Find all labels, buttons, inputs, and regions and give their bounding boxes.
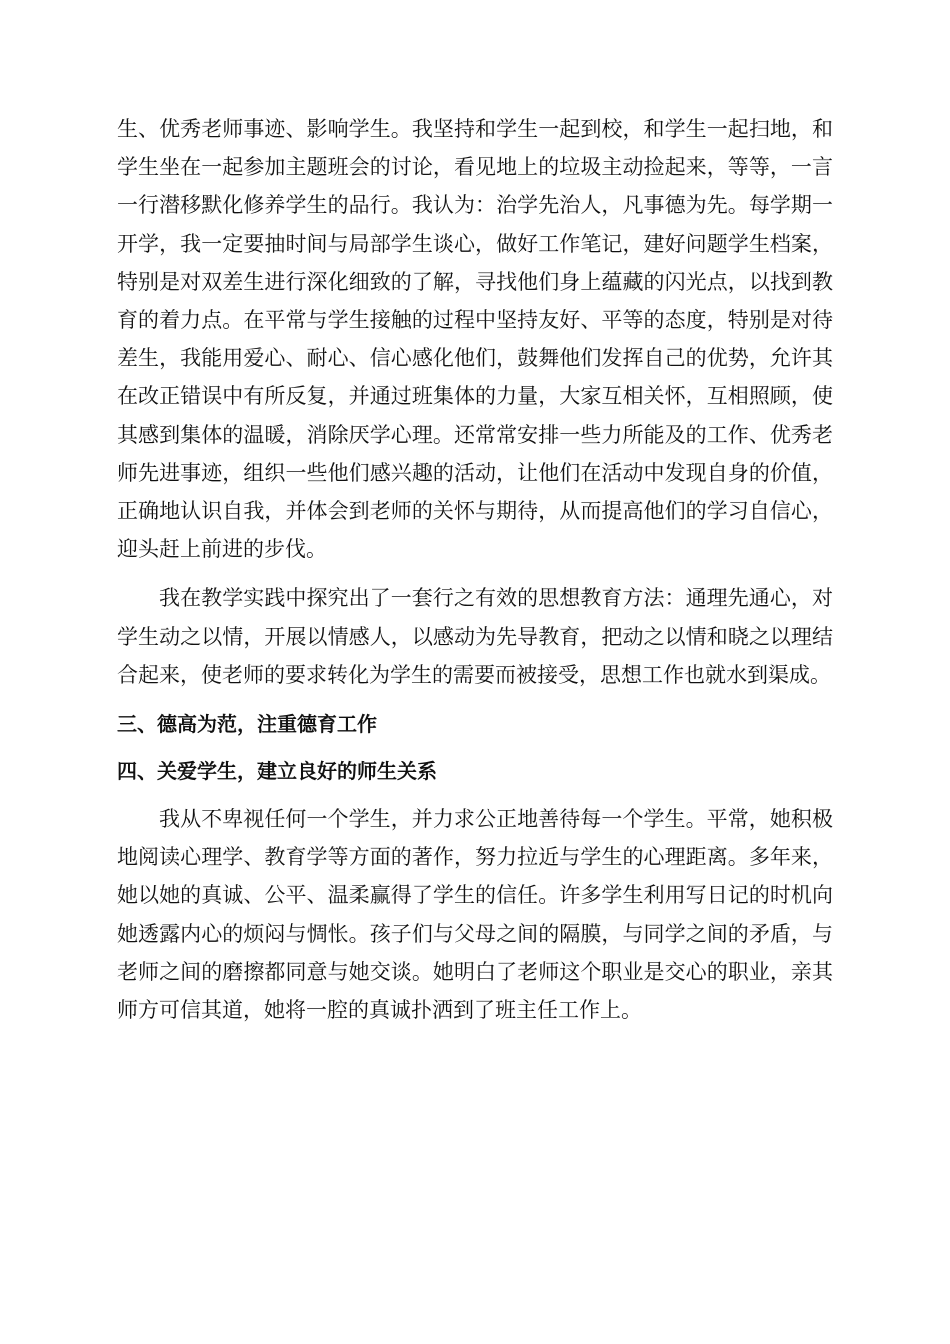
section-heading-3: 三、德高为范，注重德育工作: [117, 712, 377, 737]
paragraph-teacher-student-relationship: 我从不卑视任何一个学生，并力求公正地善待每一个学生。平常，她积极地阅读心理学、教育学等方面的著作，努力拉近与学生的心理距离。多年来，她以她的真诚、公平、温柔赢得了学生的信任。许多学生利用写日记的时机向她透露内心的烦闷与惆怅。孩子们与父母之间的隔膜，与同学之间的矛盾，与老师之间的磨擦都同意与她交谈。她明白了老师这个职业是交心的职业，亲其师方可信其道，她将一腔的真诚扑洒到了班主任工作上。: [117, 807, 833, 1023]
document-body: [117, 110, 833, 1029]
section-heading-4: 四、关爱学生，建立良好的师生关系: [117, 759, 437, 784]
paragraph-teaching-method: 我在教学实践中探究出了一套行之有效的思想教育方法：通理先通心，对学生动之以情，开展以情感人，以感动为先导教育，把动之以情和晓之以理结合起来，使老师的要求转化为学生的需要而被接受，思想工作也就水到渠成。: [117, 586, 833, 687]
paragraph-student-care: 生、优秀老师事迹、影响学生。我坚持和学生一起到校，和学生一起扫地，和学生坐在一起参加主题班会的讨论，看见地上的垃圾主动捡起来，等等，一言一行潜移默化修养学生的品行。我认为：治学先治人，凡事德为先。每学期一开学，我一定要抽时间与局部学生谈心，做好工作笔记，建好问题学生档案，特别是对双差生进行深化细致的了解，寻找他们身上蕴藏的闪光点，以找到教育的着力点。在平常与学生接触的过程中坚持友好、平等的态度，特别是对待差生，我能用爱心、耐心、信心感化他们，鼓舞他们发挥自己的优势，允许其在改正错误中有所反复，并通过班集体的力量，大家互相关怀，互相照顾，使其感到集体的温暖，消除厌学心理。还常常安排一些力所能及的工作、优秀老师先进事迹，组织一些他们感兴趣的活动，让他们在活动中发现自身的价值，正确地认识自我，并体会到老师的关怀与期待，从而提高他们的学习自信心，迎头赶上前进的步伐。: [117, 117, 833, 562]
